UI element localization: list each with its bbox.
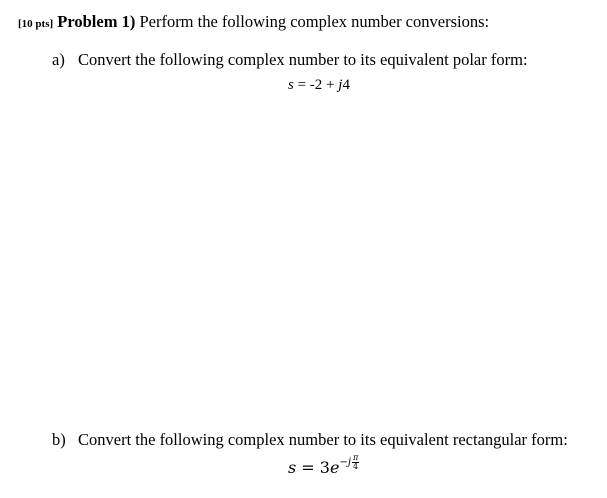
- part-b-text: Convert the following complex number to its equivalent rectangular form:: [78, 430, 568, 449]
- problem-number: Problem 1): [57, 12, 136, 31]
- part-b-label: b): [52, 430, 66, 449]
- part-b-eq-var: s: [288, 458, 297, 477]
- part-a-equation: [288, 77, 350, 94]
- part-b-equation: [288, 453, 359, 479]
- part-b-eq-exp-den: 4: [353, 462, 359, 471]
- part-a-text: Convert the following complex number to its equivalent polar form:: [78, 50, 528, 69]
- problem-header: [18, 12, 489, 32]
- part-b-eq-exp-sign: −j: [339, 457, 351, 468]
- part-a-eq-tail: 4: [342, 77, 350, 93]
- part-a-eq-j: j: [338, 77, 343, 93]
- part-b-eq-base: e: [329, 458, 340, 477]
- part-a-prompt: [52, 50, 528, 70]
- part-b-prompt: [52, 430, 568, 450]
- part-a-eq-var: s: [288, 77, 294, 93]
- part-b-eq-exp-num: π: [352, 453, 359, 462]
- part-b-eq-equals: = 3: [296, 458, 330, 477]
- part-a-label: a): [52, 50, 65, 69]
- part-b-eq-exp-fraction: [352, 454, 359, 471]
- points-label: [10 pts]: [18, 18, 54, 30]
- part-a-eq-equals: = -2 +: [293, 77, 339, 93]
- part-b-eq-exponent: [339, 454, 359, 471]
- problem-instruction: Perform the following complex number conversions:: [139, 12, 490, 31]
